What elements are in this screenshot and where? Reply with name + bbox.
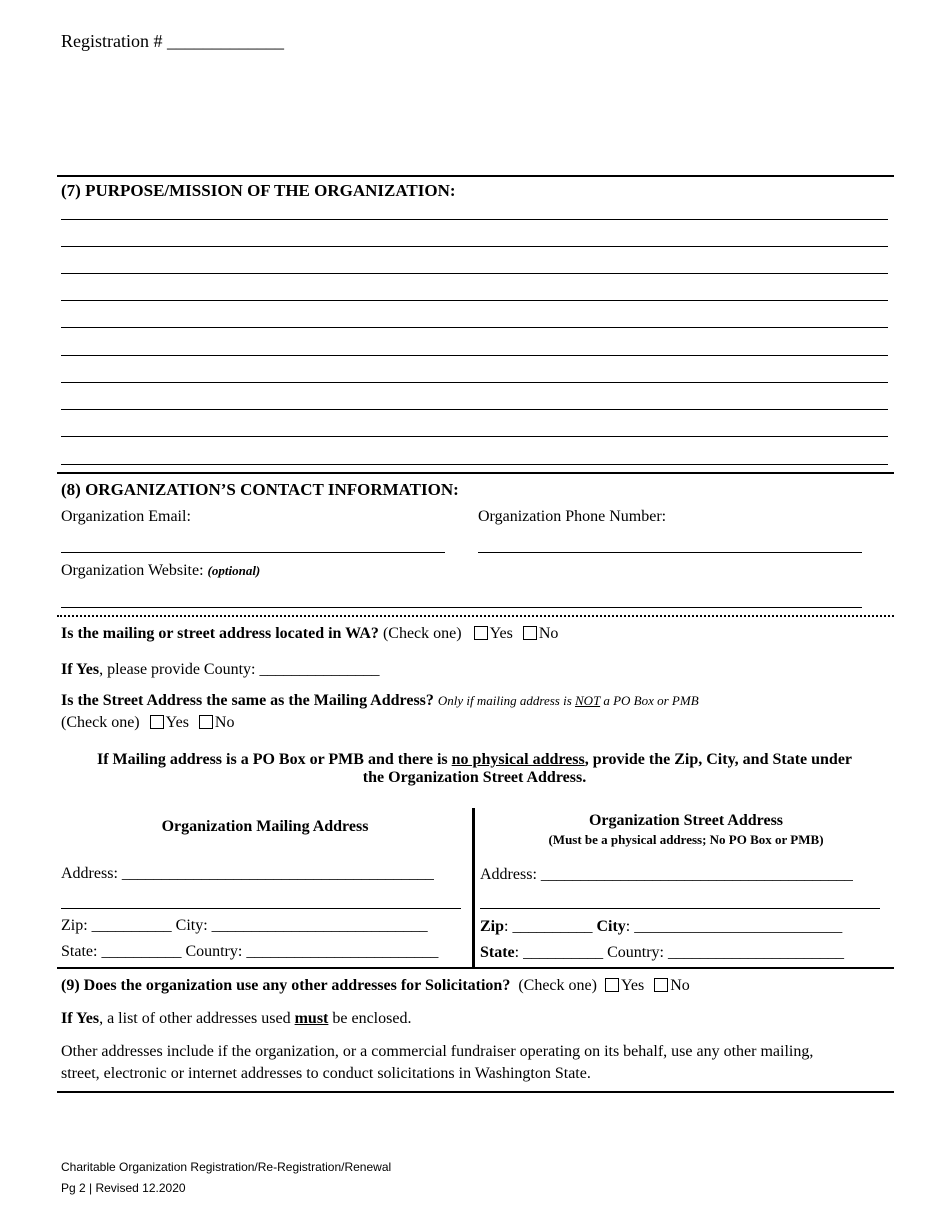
po-box-note: If Mailing address is a PO Box or PMB and there is no physical address, provide the Zip, City, and State under the Organization Street Address. (96, 751, 853, 786)
same-address-row (61, 692, 699, 710)
same-address-note: Only if mailing address is NOT a PO Box or PMB (437, 693, 699, 708)
purpose-line[interactable] (61, 382, 888, 383)
county-field[interactable]: , please provide County: _______________ (99, 661, 380, 678)
mailing-address-line2[interactable] (61, 908, 461, 909)
mailing-zip-city[interactable]: Zip: __________ City: ___________________________ (61, 917, 428, 934)
street-address-field[interactable]: Address: _______________________________________ (480, 866, 853, 883)
street-state-country[interactable]: State: __________ Country: ______________________ (480, 944, 844, 961)
purpose-line[interactable] (61, 436, 888, 437)
purpose-line[interactable] (61, 273, 888, 274)
solicitation-yes-checkbox[interactable] (605, 978, 619, 992)
section-9-bottom-rule (57, 1091, 894, 1093)
footer-title: Charitable Organization Registration/Re-Registration/Renewal (61, 1160, 392, 1174)
wa-no-label: No (538, 625, 559, 642)
purpose-line[interactable] (61, 409, 888, 410)
same-address-check-row: (Check one) Yes No (61, 714, 235, 731)
website-label: Organization Website: (optional) (61, 562, 261, 579)
street-address-subheading: (Must be a physical address; No PO Box or PMB) (548, 832, 824, 847)
other-addresses-note: If Yes, a list of other addresses used must be enclosed. (61, 1010, 412, 1027)
registration-field[interactable]: _____________ (167, 31, 284, 51)
website-optional: (optional) (207, 563, 261, 578)
solicitation-question: (9) Does the organization use any other addresses for Solicitation? (61, 977, 511, 994)
registration-number (61, 31, 284, 52)
purpose-line[interactable] (61, 300, 888, 301)
email-label: Organization Email: (61, 508, 191, 525)
same-no-checkbox[interactable] (199, 715, 213, 729)
phone-label: Organization Phone Number: (478, 508, 667, 525)
section-8-top-rule (57, 472, 894, 474)
same-address-question: Is the Street Address the same as the Mailing Address? (61, 692, 434, 709)
registration-label: Registration # (61, 31, 163, 51)
solicitation-no-checkbox[interactable] (654, 978, 668, 992)
website-field[interactable] (61, 607, 862, 608)
email-field[interactable] (61, 552, 445, 553)
wa-no-checkbox[interactable] (523, 626, 537, 640)
section-9-top-rule (57, 967, 894, 969)
county-row: If Yes, please provide County: _______________ (61, 661, 380, 678)
section-7-title: (7) PURPOSE/MISSION OF THE ORGANIZATION: (61, 181, 456, 200)
purpose-line[interactable] (61, 327, 888, 328)
section-7-top-rule (57, 175, 894, 177)
street-address-line2[interactable] (480, 908, 880, 909)
purpose-line[interactable] (61, 246, 888, 247)
wa-yes-checkbox[interactable] (474, 626, 488, 640)
mailing-address-field[interactable]: Address: _______________________________________ (61, 865, 434, 882)
same-yes-checkbox[interactable] (150, 715, 164, 729)
mailing-address-heading: Organization Mailing Address (161, 818, 369, 835)
purpose-line[interactable] (61, 464, 888, 465)
dotted-separator (57, 615, 894, 617)
street-zip-city[interactable]: Zip: __________ City: __________________________ (480, 918, 843, 935)
wa-check-one: (Check one) (382, 625, 462, 642)
purpose-line[interactable] (61, 355, 888, 356)
wa-yes-label: Yes (489, 625, 513, 642)
other-addresses-explanation: Other addresses include if the organization, or a commercial fundraiser operating on its behalf, use any other mailing, street, electronic or internet addresses to conduct solicitations in Washington State. (61, 1043, 814, 1082)
wa-question-row (61, 625, 558, 643)
phone-field[interactable] (478, 552, 862, 553)
wa-question: Is the mailing or street address located in WA? (61, 625, 379, 642)
footer-page-info: Pg 2 | Revised 12.2020 (61, 1181, 186, 1195)
street-address-heading: Organization Street Address (588, 812, 784, 829)
solicitation-question-row: (9) Does the organization use any other addresses for Solicitation? (Check one) Yes No (61, 977, 690, 994)
address-column-divider (472, 808, 475, 968)
section-8-title: (8) ORGANIZATION’S CONTACT INFORMATION: (61, 480, 459, 499)
mailing-state-country[interactable]: State: __________ Country: ________________________ (61, 943, 439, 960)
purpose-line[interactable] (61, 219, 888, 220)
